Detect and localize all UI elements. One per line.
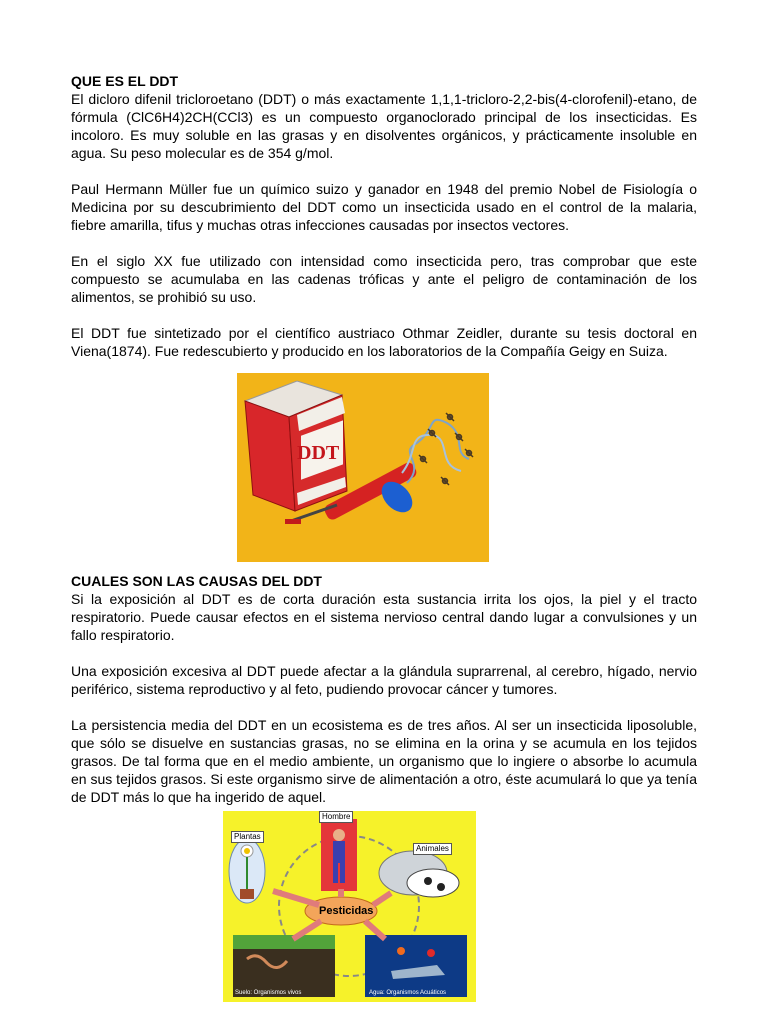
section-2-heading: CUALES SON LAS CAUSAS DEL DDT <box>71 573 322 589</box>
paragraph: En el siglo XX fue utilizado con intensidad como insecticida pero, tras comprobar que este compuesto se acumulaba en las cadenas tróficas y ante el peligro de contaminación de los alimentos, se prohibió su uso. <box>71 253 697 305</box>
paragraph: Paul Hermann Müller fue un químico suizo y ganador en 1948 del premio Nobel de Fisiología o Medicina por su descubrimiento del DDT como un insecticida usado en el control de la malaria, fiebre amarilla, tifus y muchas otras infecciones causadas por insectos vectores. <box>71 181 697 233</box>
center-label: Pesticidas <box>319 905 374 917</box>
pesticide-cycle-diagram <box>223 811 476 1002</box>
can-label: DDT <box>297 442 340 464</box>
plants-label: Plantas <box>231 831 264 843</box>
soil-label: Suelo: Organismos vivos <box>235 990 302 996</box>
section-2 <box>71 572 697 806</box>
water-label: Agua: Organismos Acuáticos <box>369 990 447 996</box>
paragraph: La persistencia media del DDT en un ecosistema es de tres años. Al ser un insecticida liposoluble, que sólo se disuelve en sustancias grasas, no se elimina en la orina y se acumula en los tejidos grasos. De tal forma que en el medio ambiente, un organismo que lo ingiere o absorbe lo acumula en sus tejidos grasos. Si este organismo sirve de alimentación a otro, éste acumulará lo que ya tenía de DDT más lo que ha ingerido de aquel. <box>71 717 697 805</box>
ddt-can-and-pump-image <box>237 373 489 562</box>
man-label: Hombre <box>319 811 353 823</box>
paragraph: Si la exposición al DDT es de corta duración esta sustancia irrita los ojos, la piel y el tracto respiratorio. Puede causar efectos en el sistema nervioso central dando lugar a convulsiones y un fallo respiratorio. <box>71 591 697 643</box>
section-1-heading: QUE ES EL DDT <box>71 73 179 89</box>
section-1 <box>71 72 697 360</box>
paragraph: Una exposición excesiva al DDT puede afectar a la glándula suprarrenal, al cerebro, hígado, nervio periférico, sistema reproductivo y al feto, pudiendo provocar cáncer y tumores. <box>71 663 697 697</box>
ddt-insecticide-illustration <box>237 373 489 562</box>
animals-label: Animales <box>413 843 452 855</box>
paragraph: El DDT fue sintetizado por el científico austriaco Othmar Zeidler, durante su tesis doctoral en Viena(1874). Fue redescubierto y producido en los laboratorios de la Compañía Geigy en Suiza. <box>71 325 697 359</box>
paragraph: El dicloro difenil tricloroetano (DDT) o más exactamente 1,1,1-tricloro-2,2-bis(4-clorofenil)-etano, de fórmula (ClC6H4)2CH(CCl3) es un compuesto organoclorado principal de los insecticidas. Es incoloro. Es muy soluble en las grasas y en disolventes orgánicos, y prácticamente insoluble en agua. Su peso molecular es de 354 g/mol. <box>71 91 697 161</box>
